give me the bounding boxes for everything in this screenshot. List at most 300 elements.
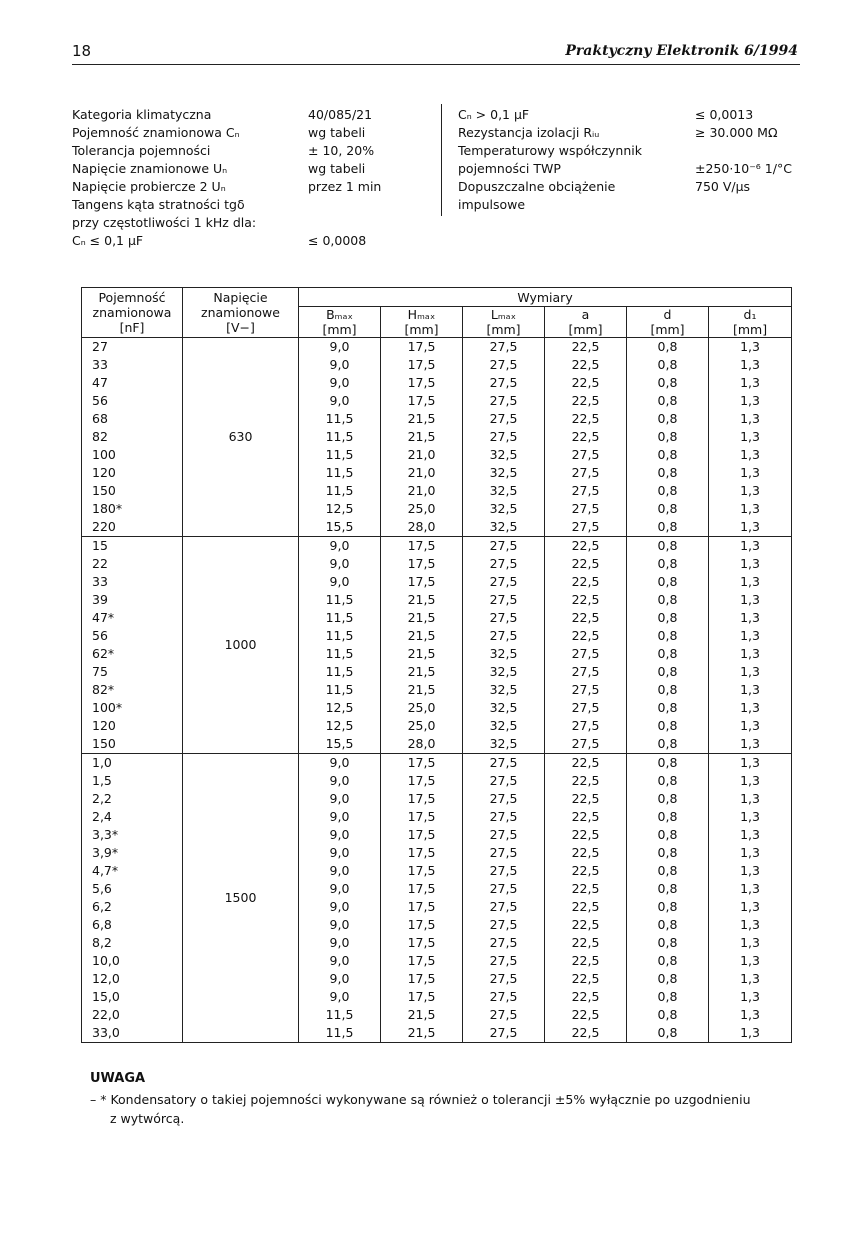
spec-value: ± 10, 20% (308, 143, 375, 158)
capacity-cell: 10,0 (82, 952, 183, 970)
capacity-cell: 150 (82, 735, 183, 754)
dimension-cell: 9,0 (299, 555, 381, 573)
dim-symbol: d₁ (743, 307, 757, 322)
dim-header (299, 307, 381, 338)
dimension-cell: 1,3 (709, 1006, 792, 1024)
dimension-cell: 27,5 (463, 410, 545, 428)
spec-label: Napięcie znamionowe Uₙ (72, 161, 228, 176)
dimension-cell: 0,8 (627, 410, 709, 428)
capacity-cell: 39 (82, 591, 183, 609)
capacity-cell: 2,4 (82, 808, 183, 826)
col-capacity-line1: Pojemność (98, 290, 166, 305)
dimension-cell: 17,5 (381, 880, 463, 898)
dimension-cell: 0,8 (627, 591, 709, 609)
dim-symbol: Bₘₐₓ (326, 307, 353, 322)
dimension-cell: 17,5 (381, 970, 463, 988)
dimension-cell: 22,5 (545, 537, 627, 556)
dimension-cell: 21,0 (381, 446, 463, 464)
dimension-cell: 0,8 (627, 934, 709, 952)
dim-unit: [mm] (732, 322, 768, 337)
capacity-cell: 22 (82, 555, 183, 573)
spec-value: 750 V/µs (695, 179, 751, 194)
dimension-cell: 32,5 (463, 663, 545, 681)
capacity-cell: 62* (82, 645, 183, 663)
dimension-cell: 27,5 (545, 500, 627, 518)
dimension-cell: 22,5 (545, 916, 627, 934)
spec-label: Napięcie probiercze 2 Uₙ (72, 179, 226, 194)
capacity-cell: 1,5 (82, 772, 183, 790)
dimension-cell: 9,0 (299, 844, 381, 862)
dimension-cell: 1,3 (709, 392, 792, 410)
dimension-cell: 0,8 (627, 374, 709, 392)
dimension-cell: 12,5 (299, 717, 381, 735)
dimension-cell: 1,3 (709, 500, 792, 518)
dimension-cell: 21,0 (381, 482, 463, 500)
capacity-cell: 100 (82, 446, 183, 464)
spec-label: Tangens kąta stratności tgδ (72, 197, 245, 212)
dimension-cell: 1,3 (709, 970, 792, 988)
dimension-cell: 22,5 (545, 555, 627, 573)
dimension-cell: 22,5 (545, 808, 627, 826)
spec-value: 40/085/21 (308, 107, 373, 122)
col-dimensions-header: Wymiary (299, 288, 792, 307)
dim-symbol: a (581, 307, 590, 322)
dim-symbol: d (663, 307, 672, 322)
dimension-cell: 17,5 (381, 898, 463, 916)
dimension-cell: 9,0 (299, 862, 381, 880)
dimension-cell: 22,5 (545, 952, 627, 970)
dimension-cell: 27,5 (463, 591, 545, 609)
dimension-cell: 22,5 (545, 970, 627, 988)
dim-header (545, 307, 627, 338)
dimension-cell: 27,5 (463, 826, 545, 844)
spec-label: Cₙ > 0,1 µF (458, 107, 530, 122)
dimension-cell: 0,8 (627, 988, 709, 1006)
dim-unit: [mm] (650, 322, 685, 337)
dimension-cell: 22,5 (545, 591, 627, 609)
dimension-cell: 32,5 (463, 735, 545, 754)
dimension-cell: 9,0 (299, 537, 381, 556)
dimension-cell: 0,8 (627, 880, 709, 898)
dimension-cell: 0,8 (627, 573, 709, 591)
spec-value: przez 1 min (308, 179, 382, 194)
dimension-cell: 9,0 (299, 988, 381, 1006)
dimension-cell: 11,5 (299, 663, 381, 681)
table-row (82, 537, 792, 556)
dimension-cell: 17,5 (381, 808, 463, 826)
dimension-cell: 9,0 (299, 573, 381, 591)
dimension-cell: 21,5 (381, 681, 463, 699)
dimension-cell: 1,3 (709, 862, 792, 880)
dimension-cell: 27,5 (463, 754, 545, 773)
dimension-cell: 9,0 (299, 880, 381, 898)
dimension-cell: 1,3 (709, 537, 792, 556)
dimension-cell: 27,5 (545, 482, 627, 500)
dimension-cell: 22,5 (545, 1006, 627, 1024)
dimension-cell: 25,0 (381, 500, 463, 518)
dimension-cell: 17,5 (381, 537, 463, 556)
dimension-cell: 27,5 (463, 898, 545, 916)
dimension-cell: 1,3 (709, 555, 792, 573)
dimension-cell: 1,3 (709, 699, 792, 717)
dimension-cell: 11,5 (299, 681, 381, 699)
capacity-cell: 33 (82, 356, 183, 374)
note-text (90, 1090, 780, 1128)
page-number: 18 (72, 42, 92, 60)
spec-label: Pojemność znamionowa Cₙ (72, 125, 240, 140)
dimension-cell: 17,5 (381, 392, 463, 410)
dimension-cell: 22,5 (545, 1024, 627, 1043)
spec-value: ≤ 0,0013 (695, 107, 754, 122)
dimension-cell: 9,0 (299, 808, 381, 826)
dimension-cell: 0,8 (627, 356, 709, 374)
dim-header (627, 307, 709, 338)
note-title: UWAGA (90, 1071, 146, 1086)
note-line-1: – * Kondensatory o takiej pojemności wykonywane są również o tolerancji ±5% wyłącznie po uzgodnieniu (90, 1092, 751, 1107)
dimension-cell: 0,8 (627, 500, 709, 518)
dimension-cell: 1,3 (709, 772, 792, 790)
spec-value: ±250·10⁻⁶ 1/°C (695, 161, 792, 176)
dimension-cell: 1,3 (709, 609, 792, 627)
dimension-cell: 27,5 (463, 1006, 545, 1024)
dimension-cell: 11,5 (299, 482, 381, 500)
dimension-cell: 27,5 (463, 609, 545, 627)
dimension-cell: 17,5 (381, 374, 463, 392)
spec-label: impulsowe (458, 197, 526, 212)
dimension-cell: 1,3 (709, 988, 792, 1006)
dimension-cell: 27,5 (463, 772, 545, 790)
dimension-cell: 1,3 (709, 591, 792, 609)
dimension-cell: 17,5 (381, 772, 463, 790)
dimension-cell: 17,5 (381, 916, 463, 934)
dimension-cell: 22,5 (545, 772, 627, 790)
dimension-cell: 0,8 (627, 717, 709, 735)
dimension-cell: 27,5 (545, 735, 627, 754)
dimension-cell: 11,5 (299, 1006, 381, 1024)
dimension-cell: 9,0 (299, 392, 381, 410)
dimension-cell: 0,8 (627, 970, 709, 988)
dimension-cell: 17,5 (381, 934, 463, 952)
dimension-cell: 27,5 (463, 880, 545, 898)
dimension-cell: 1,3 (709, 844, 792, 862)
dim-symbol: Hₘₐₓ (407, 307, 436, 322)
dim-unit: [mm] (404, 322, 439, 337)
dimension-cell: 27,5 (545, 663, 627, 681)
dimension-cell: 22,5 (545, 880, 627, 898)
dimension-cell: 1,3 (709, 518, 792, 537)
dimension-cell: 11,5 (299, 645, 381, 663)
dimension-cell: 32,5 (463, 645, 545, 663)
dimension-cell: 32,5 (463, 482, 545, 500)
dimension-cell: 0,8 (627, 735, 709, 754)
dimension-cell: 22,5 (545, 609, 627, 627)
note-line-2: z wytwórcą. (110, 1111, 185, 1126)
dimension-cell: 22,5 (545, 754, 627, 773)
dimension-cell: 28,0 (381, 518, 463, 537)
dimension-cell: 22,5 (545, 627, 627, 645)
dimension-cell: 22,5 (545, 338, 627, 357)
dimension-cell: 1,3 (709, 808, 792, 826)
dimension-cell: 21,5 (381, 609, 463, 627)
table-row (82, 754, 792, 773)
dimension-cell: 1,3 (709, 338, 792, 357)
dimension-cell: 0,8 (627, 772, 709, 790)
dimension-cell: 0,8 (627, 392, 709, 410)
dimension-cell: 27,5 (545, 645, 627, 663)
dimension-cell: 9,0 (299, 338, 381, 357)
dimension-cell: 17,5 (381, 573, 463, 591)
dim-symbol: Lₘₐₓ (490, 307, 517, 322)
dimension-cell: 1,3 (709, 356, 792, 374)
capacity-cell: 1,0 (82, 754, 183, 773)
dimension-cell: 21,5 (381, 645, 463, 663)
dimension-cell: 27,5 (545, 464, 627, 482)
dimension-cell: 17,5 (381, 826, 463, 844)
dimension-cell: 27,5 (463, 844, 545, 862)
dimension-cell: 32,5 (463, 717, 545, 735)
dimension-cell: 27,5 (463, 374, 545, 392)
dimension-cell: 32,5 (463, 500, 545, 518)
dimension-cell: 0,8 (627, 428, 709, 446)
dimension-cell: 0,8 (627, 645, 709, 663)
dimension-cell: 0,8 (627, 754, 709, 773)
capacity-cell: 180* (82, 500, 183, 518)
dimension-cell: 1,3 (709, 446, 792, 464)
dimension-cell: 22,5 (545, 374, 627, 392)
capacity-cell: 100* (82, 699, 183, 717)
dimension-cell: 1,3 (709, 482, 792, 500)
capacity-cell: 75 (82, 663, 183, 681)
capacity-cell: 33,0 (82, 1024, 183, 1043)
dimension-cell: 1,3 (709, 645, 792, 663)
dimension-cell: 0,8 (627, 1006, 709, 1024)
dimension-cell: 17,5 (381, 338, 463, 357)
capacitor-table (81, 287, 792, 1043)
dimension-cell: 17,5 (381, 952, 463, 970)
dimension-cell: 1,3 (709, 754, 792, 773)
dimension-cell: 11,5 (299, 446, 381, 464)
col-capacity-header (82, 288, 183, 338)
dimension-cell: 32,5 (463, 446, 545, 464)
dimension-cell: 21,5 (381, 663, 463, 681)
dimension-cell: 27,5 (545, 717, 627, 735)
dimension-cell: 21,5 (381, 1006, 463, 1024)
capacity-cell: 6,2 (82, 898, 183, 916)
dimension-cell: 1,3 (709, 374, 792, 392)
spec-value: ≤ 0,0008 (308, 233, 367, 248)
dimension-cell: 0,8 (627, 916, 709, 934)
dimension-cell: 17,5 (381, 356, 463, 374)
capacity-cell: 4,7* (82, 862, 183, 880)
dimension-cell: 1,3 (709, 790, 792, 808)
dimension-cell: 22,5 (545, 356, 627, 374)
capacity-cell: 3,9* (82, 844, 183, 862)
dimension-cell: 27,5 (463, 862, 545, 880)
dimension-cell: 27,5 (463, 356, 545, 374)
dim-header (463, 307, 545, 338)
col-voltage-line2: znamionowe (201, 305, 280, 320)
voltage-cell: 1000 (183, 537, 299, 754)
capacity-cell: 12,0 (82, 970, 183, 988)
spec-label: Cₙ ≤ 0,1 µF (72, 233, 144, 248)
dimension-cell: 11,5 (299, 428, 381, 446)
capacity-cell: 56 (82, 627, 183, 645)
dimension-cell: 0,8 (627, 464, 709, 482)
dimension-cell: 0,8 (627, 862, 709, 880)
dimension-cell: 0,8 (627, 555, 709, 573)
dimension-cell: 9,0 (299, 754, 381, 773)
dimension-cell: 25,0 (381, 699, 463, 717)
spec-label: Rezystancja izolacji Rᵢᵤ (458, 125, 600, 140)
dimension-cell: 22,5 (545, 844, 627, 862)
spec-label: Kategoria klimatyczna (72, 107, 212, 122)
dimension-cell: 17,5 (381, 844, 463, 862)
dimension-cell: 21,0 (381, 464, 463, 482)
capacity-cell: 8,2 (82, 934, 183, 952)
dimension-cell: 0,8 (627, 681, 709, 699)
dimension-cell: 22,5 (545, 410, 627, 428)
dimension-cell: 22,5 (545, 862, 627, 880)
dimension-cell: 11,5 (299, 410, 381, 428)
dimension-cell: 27,5 (545, 681, 627, 699)
dimension-cell: 9,0 (299, 356, 381, 374)
col-voltage-unit: [V−] (226, 320, 255, 335)
spec-label: Temperaturowy współczynnik (458, 143, 642, 158)
capacity-cell: 15 (82, 537, 183, 556)
capacity-cell: 220 (82, 518, 183, 537)
dimension-cell: 1,3 (709, 898, 792, 916)
dimension-cell: 9,0 (299, 826, 381, 844)
spec-label: Tolerancja pojemności (72, 143, 211, 158)
dimension-cell: 9,0 (299, 790, 381, 808)
dimension-cell: 32,5 (463, 518, 545, 537)
dimension-cell: 27,5 (463, 934, 545, 952)
dimension-cell: 1,3 (709, 681, 792, 699)
dim-header (709, 307, 792, 338)
dimension-cell: 9,0 (299, 374, 381, 392)
col-voltage-header (183, 288, 299, 338)
dimension-cell: 22,5 (545, 934, 627, 952)
dimension-cell: 0,8 (627, 627, 709, 645)
dimension-cell: 11,5 (299, 627, 381, 645)
capacity-cell: 5,6 (82, 880, 183, 898)
capacity-cell: 3,3* (82, 826, 183, 844)
capacity-cell: 15,0 (82, 988, 183, 1006)
dimension-cell: 12,5 (299, 699, 381, 717)
dimension-cell: 9,0 (299, 772, 381, 790)
dimension-cell: 32,5 (463, 699, 545, 717)
dimension-cell: 0,8 (627, 518, 709, 537)
dimension-cell: 1,3 (709, 934, 792, 952)
dimension-cell: 0,8 (627, 898, 709, 916)
dimension-cell: 1,3 (709, 663, 792, 681)
dimension-cell: 1,3 (709, 952, 792, 970)
dimension-cell: 27,5 (463, 428, 545, 446)
dimension-cell: 21,5 (381, 428, 463, 446)
voltage-cell: 1500 (183, 754, 299, 1043)
capacity-cell: 47* (82, 609, 183, 627)
dimension-cell: 27,5 (545, 518, 627, 537)
dimension-cell: 17,5 (381, 754, 463, 773)
dimension-cell: 1,3 (709, 627, 792, 645)
dimension-cell: 21,5 (381, 627, 463, 645)
dimension-cell: 27,5 (463, 790, 545, 808)
dimension-cell: 0,8 (627, 952, 709, 970)
table-row (82, 338, 792, 357)
header-rule (72, 64, 800, 65)
capacity-cell: 56 (82, 392, 183, 410)
dimension-cell: 0,8 (627, 663, 709, 681)
dimension-cell: 9,0 (299, 898, 381, 916)
dimension-cell: 1,3 (709, 880, 792, 898)
capacity-cell: 120 (82, 464, 183, 482)
dimension-cell: 22,5 (545, 790, 627, 808)
capacity-cell: 27 (82, 338, 183, 357)
dimension-cell: 27,5 (463, 392, 545, 410)
dimension-cell: 11,5 (299, 591, 381, 609)
dimension-cell: 27,5 (463, 338, 545, 357)
capacity-cell: 120 (82, 717, 183, 735)
dimension-cell: 0,8 (627, 699, 709, 717)
dimension-cell: 9,0 (299, 952, 381, 970)
dimension-cell: 17,5 (381, 555, 463, 573)
dimension-cell: 22,5 (545, 428, 627, 446)
dimension-cell: 0,8 (627, 482, 709, 500)
capacity-cell: 2,2 (82, 790, 183, 808)
dimension-cell: 11,5 (299, 464, 381, 482)
capacity-cell: 33 (82, 573, 183, 591)
capacity-cell: 47 (82, 374, 183, 392)
dimension-cell: 17,5 (381, 790, 463, 808)
dimension-cell: 27,5 (463, 555, 545, 573)
dimension-cell: 27,5 (463, 573, 545, 591)
dimension-cell: 11,5 (299, 609, 381, 627)
dimension-cell: 27,5 (545, 446, 627, 464)
capacity-cell: 82* (82, 681, 183, 699)
dimension-cell: 1,3 (709, 826, 792, 844)
dimension-cell: 27,5 (463, 916, 545, 934)
dimension-cell: 15,5 (299, 518, 381, 537)
dimension-cell: 1,3 (709, 410, 792, 428)
voltage-cell: 630 (183, 338, 299, 537)
dimension-cell: 32,5 (463, 681, 545, 699)
capacity-cell: 22,0 (82, 1006, 183, 1024)
dimension-cell: 27,5 (463, 808, 545, 826)
dimension-cell: 12,5 (299, 500, 381, 518)
spec-label: pojemności TWP (458, 161, 561, 176)
spec-value: ≥ 30.000 MΩ (695, 125, 778, 140)
dimension-cell: 1,3 (709, 1024, 792, 1043)
dim-unit: [mm] (486, 322, 521, 337)
dimension-cell: 15,5 (299, 735, 381, 754)
dimension-cell: 11,5 (299, 1024, 381, 1043)
dimension-cell: 27,5 (463, 970, 545, 988)
dimension-cell: 22,5 (545, 573, 627, 591)
dim-header (381, 307, 463, 338)
dimension-cell: 27,5 (545, 699, 627, 717)
col-capacity-unit: [nF] (119, 320, 145, 335)
dimension-cell: 9,0 (299, 970, 381, 988)
dimension-cell: 0,8 (627, 826, 709, 844)
dim-unit: [mm] (568, 322, 603, 337)
dim-unit: [mm] (322, 322, 357, 337)
spec-value: wg tabeli (308, 125, 366, 140)
col-capacity-line2: znamionowa (92, 305, 172, 320)
dimension-cell: 1,3 (709, 573, 792, 591)
dimension-cell: 22,5 (545, 988, 627, 1006)
dimension-cell: 21,5 (381, 1024, 463, 1043)
dimension-cell: 27,5 (463, 988, 545, 1006)
